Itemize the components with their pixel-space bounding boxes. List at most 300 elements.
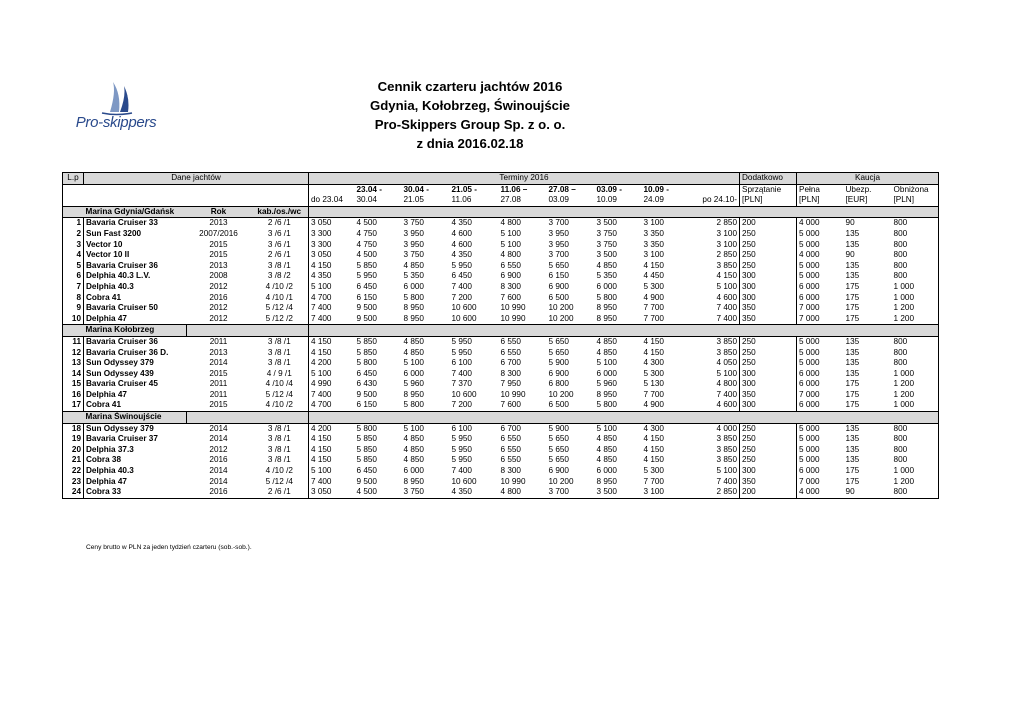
table-cell: 4 600: [690, 400, 740, 411]
table-cell: 6 550: [500, 347, 521, 357]
table-cell: 2015: [187, 400, 251, 411]
table-cell: 800: [892, 250, 939, 261]
table-cell: 135: [845, 336, 860, 346]
table-row: [63, 423, 939, 434]
period-cell: 03.09 -: [596, 184, 622, 194]
table-cell: 4 150: [643, 434, 664, 444]
table-cell: 175: [845, 466, 860, 476]
table-cell: 135: [845, 444, 860, 454]
table-cell: 7 700: [643, 476, 664, 486]
table-cell: 175: [844, 314, 892, 325]
table-cell: 3 050: [309, 487, 355, 498]
period-cell: [690, 184, 740, 195]
table-cell: 5 100: [500, 239, 521, 249]
table-row: [63, 434, 939, 445]
table-cell: 250: [740, 434, 797, 445]
table-cell: 4 850: [596, 336, 617, 346]
table-cell: 20: [63, 445, 84, 456]
table-cell: 135: [845, 347, 860, 357]
table-cell: 4 800: [690, 379, 740, 390]
extra-header-cell: Pełna: [799, 184, 820, 194]
table-cell: 250: [740, 423, 797, 434]
table-cell: 4 500: [355, 487, 402, 498]
marina-name: Marina Kołobrzeg: [84, 325, 187, 337]
table-cell: 10: [63, 314, 84, 325]
table-cell: 4 990: [311, 379, 332, 389]
table-cell: 4 700: [311, 292, 332, 302]
table-cell: 13: [63, 358, 84, 369]
table-cell: 8 950: [596, 303, 617, 313]
table-cell: 135: [845, 358, 860, 368]
table-cell: 6 000: [403, 281, 424, 291]
table-cell: 5 960: [596, 379, 617, 389]
table-cell: 300: [740, 271, 797, 282]
table-cell: 3 950: [548, 239, 569, 249]
table-cell: Delphia 40.3: [84, 466, 187, 477]
table-cell: 4 000: [799, 218, 820, 228]
table-cell: 800: [892, 445, 939, 456]
table-cell: 7 000: [799, 303, 820, 313]
table-cell: 8 950: [403, 476, 424, 486]
title-line: Gdynia, Kołobrzeg, Świnoujście: [369, 98, 571, 113]
period-cell: 24.09: [642, 195, 690, 206]
table-cell: 6 000: [596, 466, 617, 476]
table-cell: 5 300: [643, 368, 664, 378]
table-cell: 6 800: [548, 379, 569, 389]
table-cell: 5 800: [596, 292, 617, 302]
table-cell: 4 800: [500, 250, 521, 260]
table-cell: 8 950: [596, 389, 617, 399]
table-cell: Vector 10 II: [84, 250, 187, 261]
table-cell: Delphia 40.3: [84, 282, 187, 293]
table-cell: 300: [740, 282, 797, 293]
table-cell: 5 800: [403, 292, 424, 302]
table-cell: 4 /10 /2: [251, 282, 309, 293]
table-cell: 2015: [209, 250, 228, 260]
table-cell: 6 900: [548, 466, 569, 476]
table-cell: 3 500: [596, 218, 617, 228]
table-cell: 4 150: [643, 260, 664, 270]
table-cell: 18: [63, 423, 84, 434]
table-cell: 2016: [209, 455, 228, 465]
table-cell: Sun Odyssey 379: [84, 358, 187, 369]
table-cell: 2012: [187, 314, 251, 325]
table-cell: 4 050: [690, 358, 740, 369]
table-cell: 3 750: [403, 218, 424, 228]
table-cell: 3 050: [311, 250, 332, 260]
table-cell: 5 /12 /2: [251, 314, 309, 325]
table-cell: 16: [63, 390, 84, 401]
table-cell: 5 100: [403, 358, 424, 368]
extra-header-cell: [PLN]: [892, 195, 939, 206]
table-cell: 4 350: [451, 250, 472, 260]
table-cell: 135: [845, 423, 860, 433]
extra-header-cell: [PLN]: [797, 195, 844, 206]
table-cell: Cobra 33: [84, 487, 187, 498]
table-cell: 4 600: [690, 293, 740, 304]
table-cell: 4 800: [500, 218, 521, 228]
table-cell: 350: [740, 314, 797, 325]
table-cell: 3 /8 /2: [251, 271, 309, 282]
table-cell: 5 100: [596, 423, 617, 433]
table-cell: 7 700: [642, 314, 690, 325]
table-cell: Delphia 47: [84, 314, 187, 325]
header-lp: L.p: [63, 173, 84, 185]
table-cell: 6 900: [500, 271, 521, 281]
table-cell: 7 600: [500, 292, 521, 302]
extra-header-cell: Ubezp.: [845, 184, 872, 194]
table-cell: 5 /12 /4: [251, 477, 309, 488]
table-cell: 6 000: [799, 379, 820, 389]
table-cell: 4 /10 /2: [251, 400, 309, 411]
table-cell: 800: [892, 336, 939, 347]
table-cell: 5 100: [690, 369, 740, 380]
table-cell: 3 850: [690, 445, 740, 456]
table-cell: 6 500: [547, 400, 595, 411]
table-cell: 175: [845, 303, 860, 313]
table-cell: 3 950: [403, 239, 424, 249]
table-cell: 250: [740, 348, 797, 359]
table-row: [63, 293, 939, 304]
table-cell: 5 300: [643, 281, 664, 291]
table-cell: 5 100: [311, 368, 332, 378]
table-cell: 300: [740, 369, 797, 380]
table-cell: Bavaria Cruiser 50: [84, 303, 187, 314]
header-terminy: Terminy 2016: [309, 173, 740, 185]
table-cell: 5 800: [356, 358, 377, 368]
table-cell: 5 950: [356, 271, 377, 281]
table-cell: 250: [740, 445, 797, 456]
table-cell: 9 500: [355, 314, 402, 325]
table-cell: 6 550: [500, 444, 521, 454]
table-cell: 5 /12 /4: [251, 390, 309, 401]
table-cell: 2013: [209, 218, 228, 228]
table-cell: 7 400: [690, 477, 740, 488]
table-cell: 4 300: [643, 358, 664, 368]
table-cell: 4 750: [356, 228, 377, 238]
table-cell: 8 950: [596, 476, 617, 486]
table-cell: Cobra 41: [84, 400, 187, 411]
table-cell: 10 600: [450, 314, 499, 325]
table-cell: 3 750: [596, 228, 617, 238]
table-cell: 4 /10 /2: [251, 466, 309, 477]
table-cell: 4 600: [451, 239, 472, 249]
table-cell: Bavaria Cruiser 33: [84, 218, 187, 229]
table-cell: 6 000: [799, 281, 820, 291]
table-cell: 7 400: [690, 314, 740, 325]
table-cell: 800: [892, 261, 939, 272]
table-cell: 7 700: [643, 303, 664, 313]
table-cell: 6 150: [355, 400, 402, 411]
period-cell: 27.08: [499, 195, 547, 206]
table-cell: 135: [845, 260, 860, 270]
table-cell: 250: [740, 336, 797, 347]
table-row: [63, 400, 939, 411]
table-cell: 2008: [209, 271, 228, 281]
table-cell: 2015: [209, 368, 228, 378]
table-cell: 5 100: [500, 228, 521, 238]
extra-header-cell: Sprzątanie: [740, 184, 797, 195]
table-cell: 22: [63, 466, 84, 477]
extra-header-cell: [EUR]: [844, 195, 892, 206]
table-cell: 7 400: [311, 389, 332, 399]
table-cell: 6 900: [548, 281, 569, 291]
table-cell: 6 550: [500, 434, 521, 444]
table-cell: 4 000: [690, 423, 740, 434]
table-cell: 5 850: [356, 336, 377, 346]
table-cell: 4 150: [311, 444, 332, 454]
table-cell: 6 000: [596, 368, 617, 378]
table-cell: 3 850: [690, 455, 740, 466]
kab-col-label: kab./os./wc: [251, 206, 309, 218]
table-cell: 5 100: [690, 282, 740, 293]
table-cell: 175: [845, 476, 860, 486]
table-cell: 1 200: [892, 477, 939, 488]
table-cell: 4 850: [596, 347, 617, 357]
table-cell: 250: [740, 229, 797, 240]
table-cell: 7 600: [499, 400, 547, 411]
table-cell: 6 900: [548, 368, 569, 378]
table-cell: 4 150: [643, 336, 664, 346]
table-row: [63, 455, 939, 466]
table-cell: 10 990: [499, 314, 547, 325]
table-cell: 350: [740, 390, 797, 401]
table-cell: 350: [740, 477, 797, 488]
table-cell: 10 200: [548, 303, 574, 313]
table-cell: Delphia 40.3 L.V.: [84, 271, 187, 282]
table-cell: 3 300: [311, 228, 332, 238]
table-cell: 4 150: [643, 347, 664, 357]
table-cell: 4 800: [499, 487, 547, 498]
table-cell: 8 950: [403, 389, 424, 399]
table-cell: 3 /8 /1: [251, 358, 309, 369]
table-cell: 3 /8 /1: [251, 336, 309, 347]
table-cell: 3 950: [403, 228, 424, 238]
table-cell: 10 600: [451, 476, 477, 486]
marina-col-label: Marina Gdynia/Gdańsk: [84, 206, 187, 218]
period-cell: 11.06: [450, 195, 499, 206]
table-cell: 135: [845, 228, 860, 238]
table-cell: Vector 10: [84, 240, 187, 251]
rok-col-label: Rok: [187, 206, 251, 218]
table-cell: 5 130: [643, 379, 664, 389]
table-cell: 7: [63, 282, 84, 293]
table-cell: 4 150: [311, 455, 332, 465]
table-cell: 2011: [209, 379, 228, 389]
table-cell: 4 /10 /4: [251, 379, 309, 390]
table-cell: 6 500: [548, 292, 569, 302]
table-cell: 4 850: [596, 444, 617, 454]
table-cell: 5 350: [596, 271, 617, 281]
table-cell: 4 850: [403, 444, 424, 454]
table-cell: 5 900: [548, 358, 569, 368]
pro-skippers-logo: [66, 78, 166, 136]
table-cell: 800: [892, 229, 939, 240]
header-kaucja: Kaucja: [797, 173, 939, 185]
table-cell: 3: [63, 240, 84, 251]
table-cell: 3 850: [690, 336, 740, 347]
table-cell: 4 150: [311, 336, 332, 346]
table-cell: 1 000: [892, 466, 939, 477]
table-cell: 8 950: [402, 314, 450, 325]
table-cell: 10 200: [548, 476, 574, 486]
table-row: [63, 229, 939, 240]
table-cell: 90: [845, 218, 855, 228]
table-cell: 10 990: [500, 389, 526, 399]
table-cell: 5 950: [451, 434, 472, 444]
table-cell: 800: [892, 348, 939, 359]
table-cell: 175: [845, 281, 860, 291]
table-cell: 10 600: [451, 303, 477, 313]
table-cell: 10 200: [548, 389, 574, 399]
table-cell: 2014: [209, 434, 228, 444]
table-cell: 7 200: [451, 292, 472, 302]
table-cell: 9: [63, 303, 84, 314]
table-cell: 2016: [187, 487, 251, 498]
table-cell: Bavaria Cruiser 36: [84, 336, 187, 347]
table-cell: 4 850: [596, 455, 617, 465]
table-cell: 3 950: [548, 228, 569, 238]
table-cell: 4 850: [403, 434, 424, 444]
table-cell: 7 400: [451, 281, 472, 291]
table-cell: 4 150: [311, 434, 332, 444]
table-cell: 1 000: [892, 293, 939, 304]
table-cell: 2: [63, 229, 84, 240]
table-cell: 6 550: [500, 260, 521, 270]
table-cell: 7 000: [797, 314, 844, 325]
table-cell: 4 500: [356, 250, 377, 260]
footnote: Ceny brutto w PLN za jeden tydzień czarteru (sob.-sob.).: [86, 544, 252, 551]
table-cell: 3 /8 /1: [251, 445, 309, 456]
table-cell: 4 000: [799, 250, 820, 260]
table-cell: 5 100: [311, 466, 332, 476]
table-cell: 1 200: [892, 303, 939, 314]
period-cell: 10.09 -: [643, 184, 669, 194]
table-cell: Bavaria Cruiser 36 D.: [84, 348, 187, 359]
table-cell: 250: [740, 250, 797, 261]
table-cell: 4 350: [450, 487, 499, 498]
table-cell: 5: [63, 261, 84, 272]
table-cell: 7 400: [690, 390, 740, 401]
table-cell: 2014: [209, 423, 228, 433]
table-cell: 5 900: [548, 423, 569, 433]
table-row: [63, 218, 939, 229]
table-cell: 6 450: [451, 271, 472, 281]
table-cell: 3 /8 /1: [251, 348, 309, 359]
table-cell: 6 150: [548, 271, 569, 281]
table-cell: 4 750: [356, 239, 377, 249]
table-row: [63, 369, 939, 380]
period-row-bottom: [63, 195, 939, 206]
table-row: [63, 379, 939, 390]
title-line: Pro-Skippers Group Sp. z o. o.: [374, 117, 566, 132]
table-cell: 2012: [209, 444, 228, 454]
table-cell: 2015: [209, 239, 228, 249]
period-cell: 21.05 -: [451, 184, 477, 194]
table-cell: 4 /10 /1: [251, 293, 309, 304]
table-cell: 5 000: [799, 271, 820, 281]
table-cell: 7 370: [451, 379, 472, 389]
table-cell: Delphia 47: [84, 390, 187, 401]
table-cell: 300: [740, 400, 797, 411]
table-cell: 135: [845, 239, 860, 249]
table-cell: 4 900: [643, 292, 664, 302]
table-cell: 800: [892, 423, 939, 434]
table-cell: 4 850: [403, 336, 424, 346]
table-cell: 8 300: [500, 368, 521, 378]
table-cell: 175: [845, 379, 860, 389]
table-cell: 9 500: [356, 389, 377, 399]
table-cell: 6 450: [356, 281, 377, 291]
table-cell: 1 200: [892, 379, 939, 390]
table-cell: 5 650: [548, 434, 569, 444]
table-cell: 23: [63, 477, 84, 488]
table-cell: 21: [63, 455, 84, 466]
table-cell: 2011: [209, 336, 228, 346]
table-cell: 800: [892, 434, 939, 445]
table-cell: 6 000: [596, 281, 617, 291]
table-cell: 200: [740, 487, 797, 498]
table-cell: 8 300: [500, 466, 521, 476]
table-cell: 135: [845, 455, 860, 465]
table-cell: 4 350: [451, 218, 472, 228]
table-cell: 10 600: [451, 389, 477, 399]
table-cell: 2007/2016: [199, 228, 238, 238]
table-cell: 6 550: [500, 455, 521, 465]
table-cell: 8 950: [595, 314, 642, 325]
table-cell: 6 700: [500, 423, 521, 433]
table-cell: 4 850: [596, 260, 617, 270]
table-cell: 3 350: [643, 239, 664, 249]
table-row: [63, 348, 939, 359]
table-cell: 7 400: [311, 476, 332, 486]
table-cell: 4 200: [311, 423, 332, 433]
table-cell: Bavaria Cruiser 37: [84, 434, 187, 445]
table-cell: Cobra 38: [84, 455, 187, 466]
table-cell: 350: [740, 303, 797, 314]
table-cell: 5 300: [643, 466, 664, 476]
table-cell: 5 000: [799, 228, 820, 238]
table-cell: 3 /8 /1: [251, 423, 309, 434]
table-cell: 3 300: [311, 239, 332, 249]
table-cell: 3 350: [643, 228, 664, 238]
table-cell: Bavaria Cruiser 45: [84, 379, 187, 390]
table-cell: 3 500: [596, 250, 617, 260]
table-cell: 5 950: [451, 444, 472, 454]
table-cell: 7 200: [450, 400, 499, 411]
table-cell: 300: [740, 293, 797, 304]
table-cell: 5 650: [548, 336, 569, 346]
table-cell: 3 050: [311, 218, 332, 228]
table-cell: 800: [892, 218, 939, 229]
table-cell: 2011: [209, 389, 228, 399]
table-cell: 3 750: [403, 250, 424, 260]
table-cell: 5 000: [799, 260, 820, 270]
table-cell: 7 400: [451, 368, 472, 378]
table-cell: 3 /8 /1: [251, 261, 309, 272]
table-cell: 6 700: [500, 358, 521, 368]
period-cell: do 23.04: [309, 195, 355, 206]
table-cell: 4 450: [643, 271, 664, 281]
table-row: [63, 240, 939, 251]
table-cell: 2 850: [690, 487, 740, 498]
period-cell: 30.04 -: [403, 184, 429, 194]
table-cell: 4 150: [643, 455, 664, 465]
table-row: [63, 282, 939, 293]
table-cell: 5 100: [690, 466, 740, 477]
table-cell: 2013: [209, 260, 228, 270]
table-cell: 250: [740, 455, 797, 466]
